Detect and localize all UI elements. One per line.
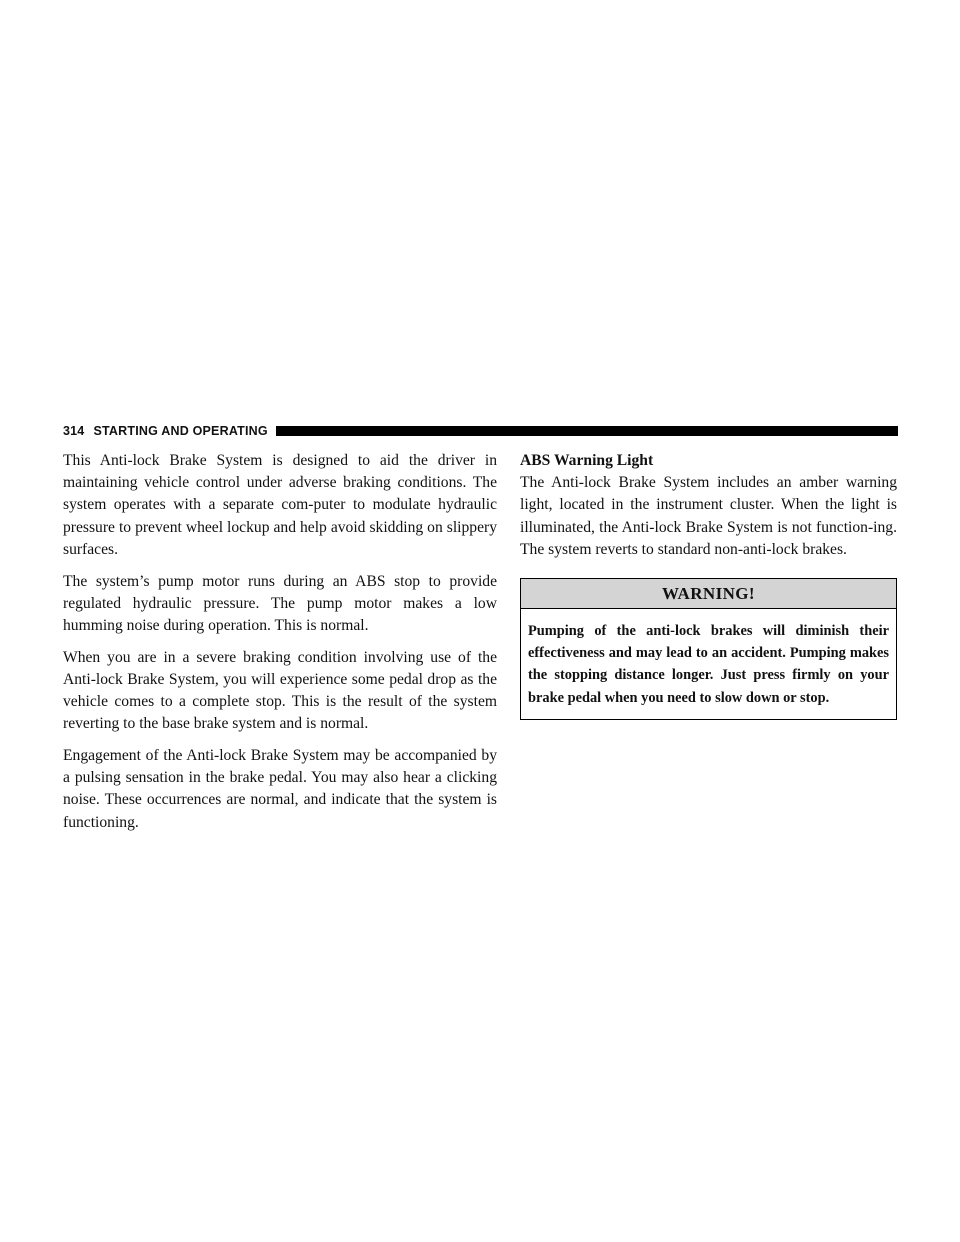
abs-warning-light-heading: ABS Warning Light	[520, 452, 654, 469]
header-rule	[276, 426, 898, 436]
page-number: 314	[63, 424, 85, 438]
paragraph-warning-light: The Anti-lock Brake System includes an amber warning light, located in the instrument cluster. When the light is illuminated, the Anti-lock Brake System is not function-ing. The system reverts to standard non-anti-lock brakes.	[520, 474, 897, 558]
warning-box	[520, 578, 897, 720]
right-column	[520, 450, 897, 720]
page-header	[63, 423, 898, 439]
paragraph-pump-motor: The system’s pump motor runs during an ABS stop to provide regulated hydraulic pressure. The pump motor makes a low humming noise during operation. This is normal.	[63, 572, 497, 634]
section-title: STARTING AND OPERATING	[93, 424, 268, 438]
paragraph-pedal-drop: When you are in a severe braking condition involving use of the Anti-lock Brake System, you will experience some pedal drop as the vehicle comes to a complete stop. This is the result of the system reverting to the base brake system and is normal.	[63, 648, 497, 733]
paragraph-abs-purpose: This Anti-lock Brake System is designed to aid the driver in maintaining vehicle control under adverse braking conditions. The system operates with a separate com-puter to modulate hydraulic pressure to prevent wheel lockup and help avoid skidding on slippery surfaces.	[63, 452, 497, 558]
warning-text: Pumping of the anti-lock brakes will diminish their effectiveness and may lead to an accident. Pumping makes the stopping distance longer. Just press firmly on your brake pedal when you need to slow down or stop.	[528, 623, 889, 706]
left-column	[63, 450, 497, 843]
paragraph-engagement: Engagement of the Anti-lock Brake System may be accompanied by a pulsing sensation in the brake pedal. You may also hear a clicking noise. These occurrences are normal, and indicate that the system is functioning.	[63, 746, 497, 831]
warning-title: WARNING!	[521, 579, 896, 609]
